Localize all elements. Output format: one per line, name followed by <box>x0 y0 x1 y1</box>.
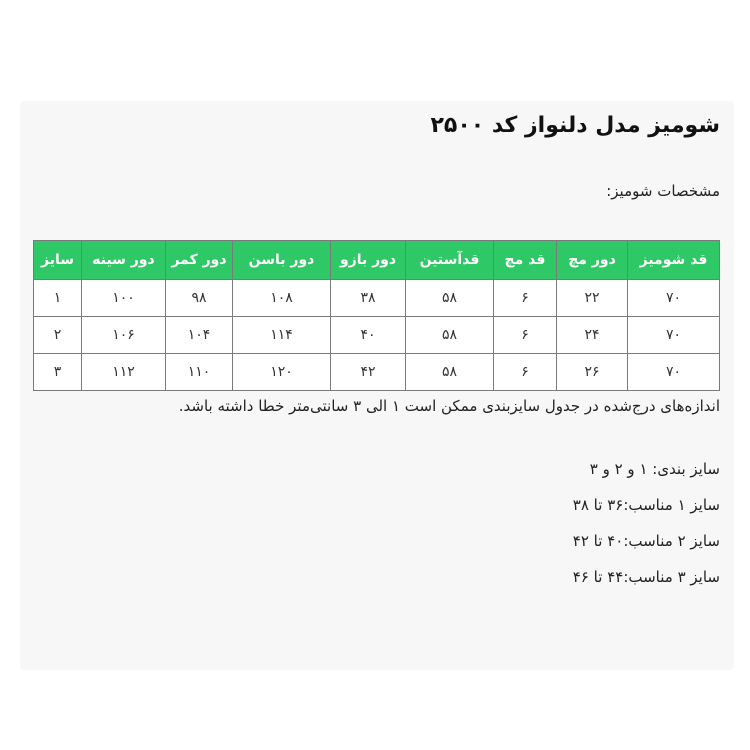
table-cell: ۲ <box>34 317 82 354</box>
table-cell: ۱ <box>34 280 82 317</box>
size-2-fit-line: سایز ۲ مناسب:۴۰ تا ۴۲ <box>572 532 720 550</box>
table-row <box>34 317 720 354</box>
table-cell: ۱۲۰ <box>233 354 331 391</box>
table-cell: ۵۸ <box>406 280 494 317</box>
table-row <box>34 280 720 317</box>
table-cell: ۱۱۰ <box>166 354 233 391</box>
table-cell: ۱۰۶ <box>82 317 166 354</box>
table-cell: ۷۰ <box>628 317 720 354</box>
size-guide <box>573 456 720 600</box>
header-sleeve-length: قدآستین <box>406 241 494 280</box>
table-cell: ۲۴ <box>557 317 628 354</box>
size-1-fit-line: سایز ۱ مناسب:۳۶ تا ۳۸ <box>572 496 720 514</box>
product-title: شومیز مدل دلنواز کد ۲۵۰۰ <box>430 113 720 138</box>
header-size: سایز <box>34 241 82 280</box>
size-3-fit-line: سایز ۳ مناسب:۴۴ تا ۴۶ <box>572 568 720 586</box>
header-arm-circumference: دور بازو <box>331 241 406 280</box>
table-cell: ۲۲ <box>557 280 628 317</box>
header-hip-circumference: دور باسن <box>233 241 331 280</box>
header-cuff-length: قد مچ <box>494 241 557 280</box>
table-cell: ۱۱۴ <box>233 317 331 354</box>
table-cell: ۳۸ <box>331 280 406 317</box>
table-cell: ۶ <box>494 354 557 391</box>
table-cell: ۲۶ <box>557 354 628 391</box>
header-waist-circumference: دور کمر <box>166 241 233 280</box>
table-cell: ۵۸ <box>406 354 494 391</box>
table-cell: ۴۲ <box>331 354 406 391</box>
header-chest-circumference: دور سینه <box>82 241 166 280</box>
table-cell: ۱۰۰ <box>82 280 166 317</box>
table-cell: ۷۰ <box>628 280 720 317</box>
table-cell: ۳ <box>34 354 82 391</box>
table-cell: ۹۸ <box>166 280 233 317</box>
header-wrist-circumference: دور مچ <box>557 241 628 280</box>
measurement-note: اندازه‌های درج‌شده در جدول سایزبندی ممکن است ۱ الی ۳ سانتی‌متر خطا داشته باشد. <box>178 397 720 415</box>
size-table <box>33 240 720 391</box>
table-header-row <box>34 241 720 280</box>
table-cell: ۵۸ <box>406 317 494 354</box>
table-cell: ۱۱۲ <box>82 354 166 391</box>
product-spec-panel <box>20 101 734 670</box>
header-shirt-length: قد شومیز <box>628 241 720 280</box>
spec-subtitle: مشخصات شومیز: <box>606 182 720 200</box>
table-cell: ۶ <box>494 317 557 354</box>
table-cell: ۶ <box>494 280 557 317</box>
table-cell: ۷۰ <box>628 354 720 391</box>
table-cell: ۱۰۴ <box>166 317 233 354</box>
size-range-line: سایز بندی: ۱ و ۲ و ۳ <box>589 460 720 478</box>
table-row <box>34 354 720 391</box>
table-cell: ۴۰ <box>331 317 406 354</box>
table-cell: ۱۰۸ <box>233 280 331 317</box>
